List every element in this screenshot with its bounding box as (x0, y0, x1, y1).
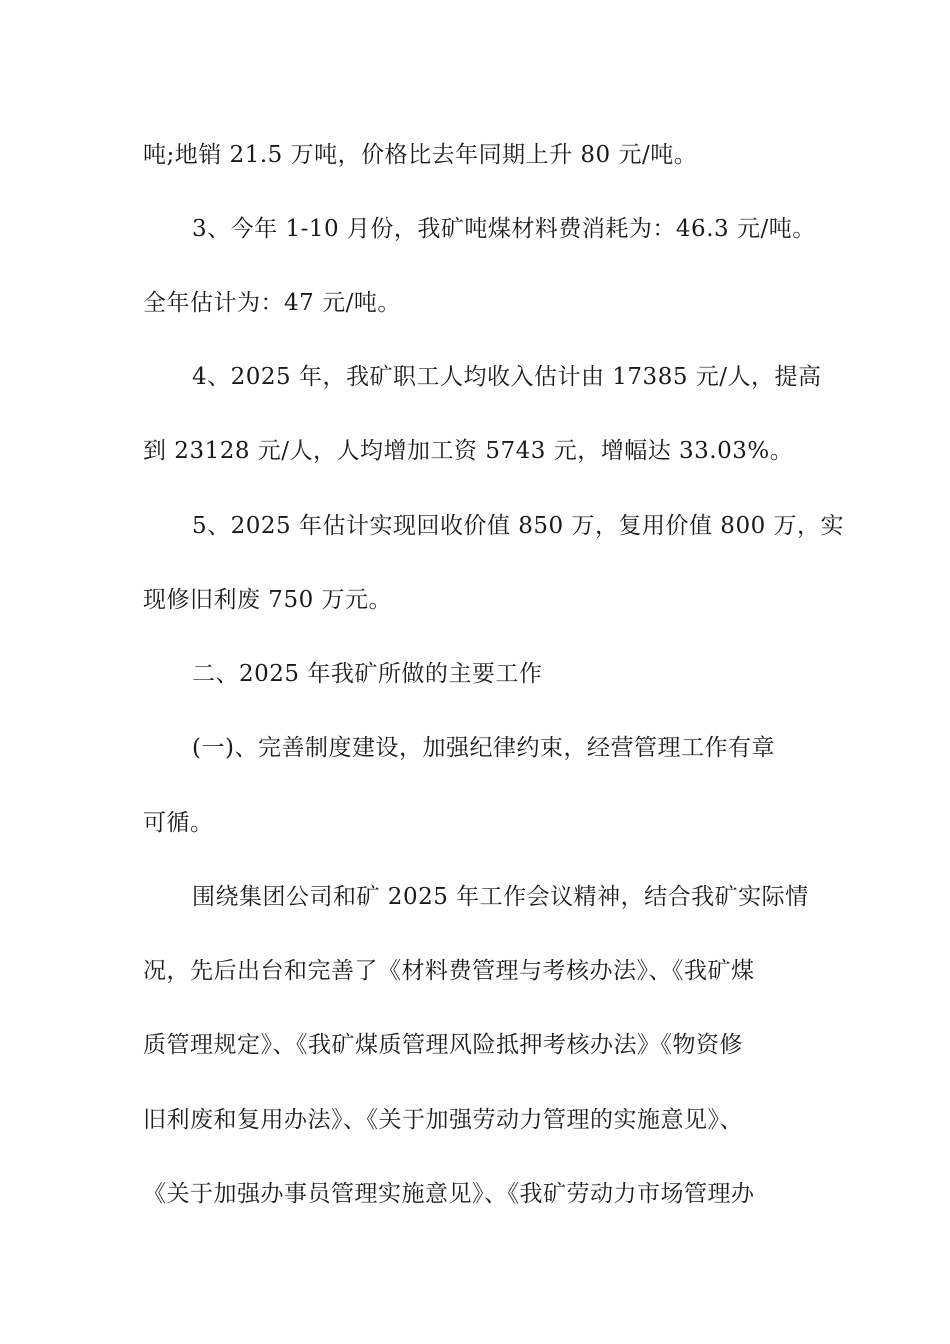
text-line: 况，先后出台和完善了《材料费管理与考核办法》、《我矿煤 (143, 958, 755, 984)
text-line: 全年估计为：47 元/吨。 (143, 290, 401, 316)
text-line: 质管理规定》、《我矿煤质管理风险抵押考核办法》《物资修 (143, 1032, 743, 1058)
text-line: 围绕集团公司和矿 2025 年工作会议精神，结合我矿实际情 (192, 884, 809, 910)
text-line: 旧利废和复用办法》、《关于加强劳动力管理的实施意见》、 (143, 1107, 743, 1133)
text-line: 4、2025 年，我矿职工人均收入估计由 17385 元/人，提高 (192, 364, 822, 390)
text-line: 现修旧利废 750 万元。 (143, 587, 393, 613)
text-line: 5、2025 年估计实现回收价值 850 万，复用价值 800 万，实 (192, 513, 845, 539)
text-line: 可循。 (143, 810, 214, 836)
text-line: 《关于加强办事员管理实施意见》、《我矿劳动力市场管理办 (143, 1181, 755, 1207)
subsection-heading: (一)、完善制度建设，加强纪律约束，经营管理工作有章 (192, 735, 775, 761)
text-line: 吨;地销 21.5 万吨，价格比去年同期上升 80 元/吨。 (143, 142, 698, 168)
section-heading: 二、2025 年我矿所做的主要工作 (192, 661, 543, 687)
text-line: 3、今年 1-10 月份，我矿吨煤材料费消耗为：46.3 元/吨。 (192, 216, 816, 242)
text-line: 到 23128 元/人，人均增加工资 5743 元，增幅达 33.03%。 (143, 438, 794, 464)
